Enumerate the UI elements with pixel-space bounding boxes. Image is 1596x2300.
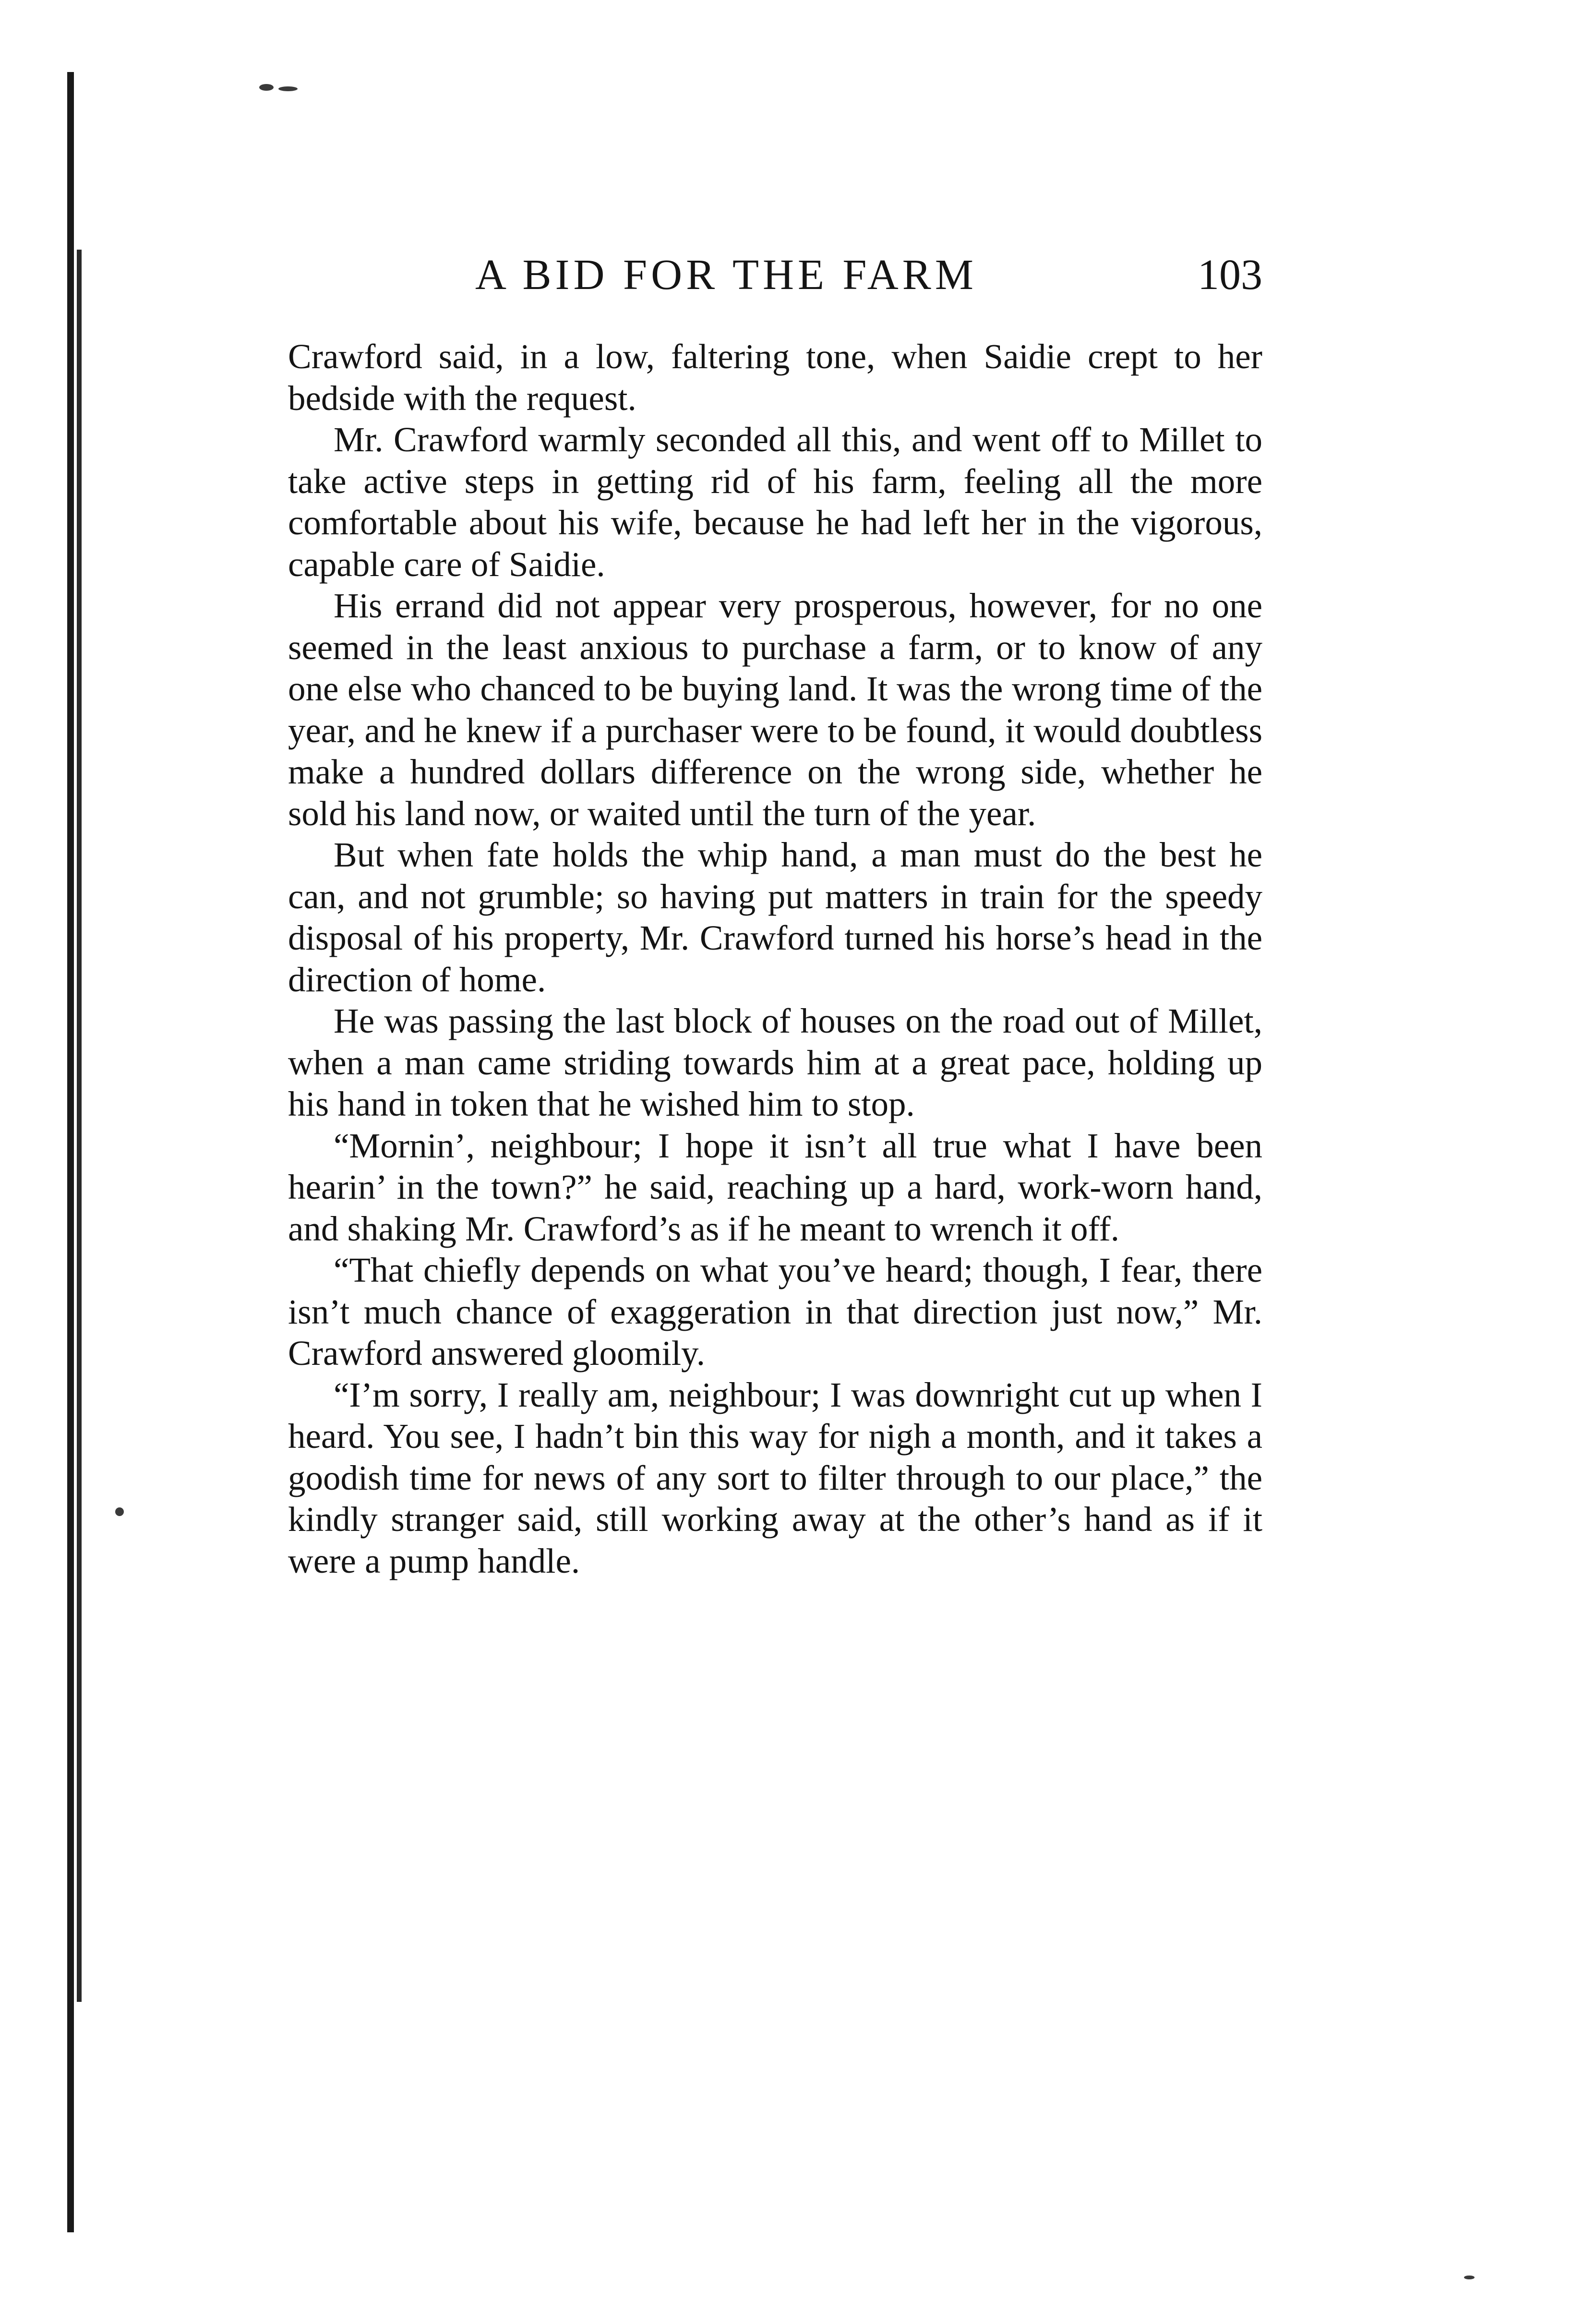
- scan-speck: [259, 84, 274, 91]
- scan-speck: [115, 1507, 124, 1516]
- paragraph: “I’m sorry, I really am, neighbour; I was downright cut up when I heard. You see, I hadn’t bin this way for nigh a month, and it takes a goodish time for news of any sort to filter through to our place,” the kindly stranger said, still working away at the other’s hand as if it were a pump handle.: [288, 1375, 1262, 1580]
- scan-speck: [1464, 2276, 1475, 2279]
- paragraph: But when fate holds the whip hand, a man must do the best he can, and not grumble; so having put matters in train for the speedy disposal of his property, Mr. Crawford turned his horse’s head in the direction of home.: [288, 835, 1262, 999]
- paragraph: Mr. Crawford warmly seconded all this, and went off to Millet to take active steps in getting rid of his farm, feeling all the more comfortable about his wife, because he had left her in the vigorous, capable care of Saidie.: [288, 420, 1262, 584]
- paragraph: His errand did not appear very prosperous, however, for no one seemed in the least anxious to purchase a farm, or to know of any one else who chanced to be buying land. It was the wrong time of the year, and he knew if a purchaser were to be found, it would doubtless make a hundred dollars difference on the wrong side, whether he sold his land now, or waited until the turn of the year.: [288, 586, 1262, 833]
- scan-speck: [278, 86, 298, 91]
- page-header: [475, 249, 1262, 301]
- page-number: 103: [1198, 251, 1262, 299]
- paragraph: Crawford said, in a low, faltering tone, when Saidie crept to her bedside with the request.: [288, 337, 1262, 418]
- paragraph: “That chiefly depends on what you’ve heard; though, I fear, there isn’t much chance of exaggeration in that direction just now,” Mr. Crawford answered gloomily.: [288, 1251, 1262, 1373]
- body-text: [288, 336, 1262, 1582]
- paragraph: He was passing the last block of houses on the road out of Millet, when a man came striding towards him at a great pace, holding up his hand in token that he wished him to stop.: [288, 1001, 1262, 1123]
- running-head: A BID FOR THE FARM: [475, 251, 977, 299]
- paragraph: “Mornin’, neighbour; I hope it isn’t all true what I have been hearin’ in the town?” he said, reaching up a hard, work-worn hand, and shaking Mr. Crawford’s as if he meant to wrench it off.: [288, 1126, 1262, 1248]
- page-binding-edge: [67, 72, 74, 2232]
- page-binding-shadow: [77, 250, 82, 2002]
